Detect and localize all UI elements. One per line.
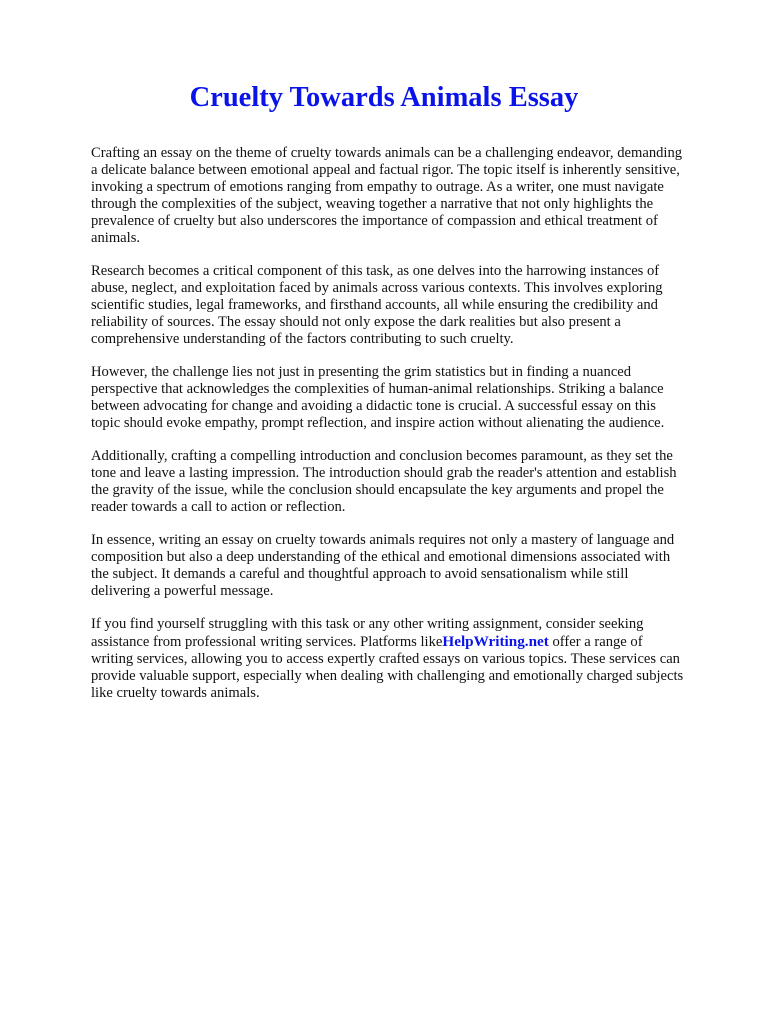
text-line: prevalence of cruelty but also underscores the importance of compassion and ethical treatment of [91, 213, 658, 229]
helpwriting-link[interactable]: HelpWriting.net [442, 633, 549, 650]
paragraph-5 [91, 532, 731, 600]
text-line-with-link [91, 633, 731, 651]
text-line: If you find yourself struggling with this task or any other writing assignment, consider seeking [91, 616, 644, 632]
text-line: like cruelty towards animals. [91, 685, 260, 701]
text-line: the subject. It demands a careful and thoughtful approach to avoid sensationalism while still [91, 566, 629, 582]
paragraph-4 [91, 448, 731, 516]
text-segment: assistance from professional writing services. Platforms like [91, 634, 443, 650]
text-line: Additionally, crafting a compelling introduction and conclusion becomes paramount, as they set the [91, 448, 673, 464]
text-line: Research becomes a critical component of this task, as one delves into the harrowing instances of [91, 263, 660, 279]
text-line: between advocating for change and avoiding a didactic tone is crucial. A successful essay on this [91, 398, 656, 414]
text-line: Crafting an essay on the theme of cruelty towards animals can be a challenging endeavor, demanding [91, 145, 683, 161]
text-line: the gravity of the issue, while the conclusion should encapsulate the key arguments and propel the [91, 482, 664, 498]
text-line: animals. [91, 230, 141, 246]
text-line: abuse, neglect, and exploitation faced by animals across various contexts. This involves exploring [91, 280, 663, 296]
text-line: In essence, writing an essay on cruelty towards animals requires not only a mastery of language and [91, 532, 675, 548]
text-line: provide valuable support, especially when dealing with challenging and emotionally charged subjects [91, 668, 684, 684]
text-line: writing services, allowing you to access expertly crafted essays on various topics. These services can [91, 651, 680, 667]
text-line: reader towards a call to action or reflection. [91, 499, 346, 515]
document-title: Cruelty Towards Animals Essay [189, 82, 579, 113]
text-line: scientific studies, legal frameworks, and firsthand accounts, all while ensuring the credibility and [91, 297, 658, 313]
paragraph-2 [91, 263, 731, 348]
text-line: composition but also a deep understanding of the ethical and emotional dimensions associated with [91, 549, 671, 565]
text-line: comprehensive understanding of the factors contributing to such cruelty. [91, 331, 514, 347]
text-line: reliability of sources. The essay should not only expose the dark realities but also present a [91, 314, 621, 330]
text-segment: offer a range of [548, 634, 643, 650]
text-line: invoking a spectrum of emotions ranging from empathy to outrage. As a writer, one must navigate [91, 179, 664, 195]
paragraph-6 [91, 616, 731, 702]
text-line: delivering a powerful message. [91, 583, 274, 599]
text-line: through the complexities of the subject, weaving together a narrative that not only highlights the [91, 196, 654, 212]
paragraph-1 [91, 145, 731, 247]
paragraph-3 [91, 364, 731, 432]
text-line: topic should evoke empathy, prompt reflection, and inspire action without alienating the audience. [91, 415, 665, 431]
text-line: However, the challenge lies not just in presenting the grim statistics but in finding a nuanced [91, 364, 632, 380]
essay-body [91, 145, 731, 718]
text-line: tone and leave a lasting impression. The introduction should grab the reader's attention and establish [91, 465, 677, 481]
text-line: a delicate balance between emotional appeal and factual rigor. The topic itself is inherently sensitive, [91, 162, 680, 178]
text-line: perspective that acknowledges the complexities of human-animal relationships. Striking a balance [91, 381, 664, 397]
